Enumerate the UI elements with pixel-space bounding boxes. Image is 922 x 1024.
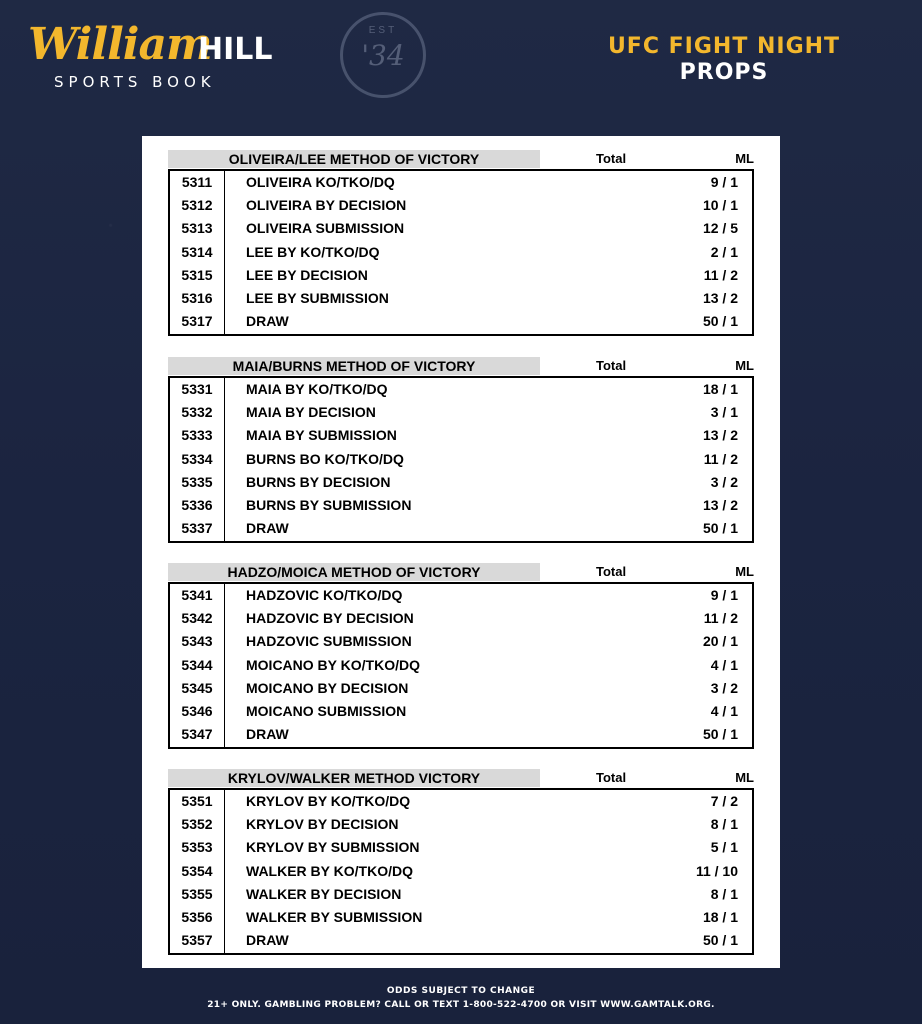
rotation-number: 5347 xyxy=(181,726,213,743)
bet-description: KRYLOV BY KO/TKO/DQ xyxy=(246,793,411,809)
table-row xyxy=(170,790,752,813)
rotation-number: 5313 xyxy=(181,220,213,237)
logo-bold-text: HILL xyxy=(198,32,273,67)
moneyline-odds: 11 / 10 xyxy=(695,862,738,879)
rotation-number: 5337 xyxy=(181,520,213,537)
section-title: HADZO/MOICA METHOD OF VICTORY xyxy=(168,563,540,581)
column-total-label: Total xyxy=(596,151,627,166)
table-row xyxy=(170,929,752,952)
table-row xyxy=(170,241,752,264)
bet-description: OLIVEIRA KO/TKO/DQ xyxy=(246,174,395,190)
bet-description: WALKER BY SUBMISSION xyxy=(246,909,423,925)
bet-description: BURNS BO KO/TKO/DQ xyxy=(246,450,404,467)
moneyline-odds: 20 / 1 xyxy=(702,633,738,650)
column-total-label: Total xyxy=(596,564,627,579)
table-row xyxy=(170,883,752,906)
table-row xyxy=(170,607,752,630)
rotation-number: 5316 xyxy=(181,290,213,306)
table-row xyxy=(170,448,752,471)
odds-table xyxy=(168,788,754,955)
bet-description: WALKER BY DECISION xyxy=(246,885,402,902)
rotation-number: 5314 xyxy=(181,243,213,260)
moneyline-odds: 4 / 1 xyxy=(710,703,738,719)
column-total-label: Total xyxy=(596,358,627,373)
bet-description: HADZOVIC BY DECISION xyxy=(246,610,414,627)
rotation-number: 5317 xyxy=(181,313,213,330)
bet-description: MOICANO SUBMISSION xyxy=(246,703,407,719)
table-row xyxy=(170,171,752,194)
column-ml-label: ML xyxy=(735,151,754,166)
rotation-number: 5353 xyxy=(181,839,213,856)
bet-description: MAIA BY KO/TKO/DQ xyxy=(246,381,388,397)
bet-description: LEE BY SUBMISSION xyxy=(246,290,389,306)
table-row xyxy=(170,677,752,700)
table-row xyxy=(170,813,752,836)
moneyline-odds: 11 / 2 xyxy=(703,610,738,627)
moneyline-odds: 9 / 1 xyxy=(710,174,738,190)
moneyline-odds: 18 / 1 xyxy=(702,381,738,397)
moneyline-odds: 7 / 2 xyxy=(710,793,738,809)
section-maia-burns xyxy=(168,357,756,543)
table-row xyxy=(170,860,752,883)
table-row xyxy=(170,194,752,217)
rotation-number: 5355 xyxy=(181,885,213,902)
table-row xyxy=(170,723,752,746)
rotation-number: 5351 xyxy=(181,793,213,809)
section-header xyxy=(168,357,756,376)
bet-description: BURNS BY SUBMISSION xyxy=(246,497,412,513)
section-title: KRYLOV/WALKER METHOD VICTORY xyxy=(168,769,540,787)
rotation-number: 5334 xyxy=(181,450,213,467)
rotation-number: 5341 xyxy=(181,587,213,603)
table-row xyxy=(170,654,752,677)
moneyline-odds: 50 / 1 xyxy=(702,726,738,743)
logo-script-text: William xyxy=(28,19,212,70)
moneyline-odds: 3 / 2 xyxy=(710,473,738,490)
rotation-number: 5336 xyxy=(181,497,213,513)
moneyline-odds: 3 / 1 xyxy=(710,404,738,421)
table-row xyxy=(170,471,752,494)
table-row xyxy=(170,378,752,401)
rotation-number: 5345 xyxy=(181,679,213,696)
table-row xyxy=(170,401,752,424)
column-ml-label: ML xyxy=(735,358,754,373)
footer-disclaimer: ODDS SUBJECT TO CHANGE xyxy=(386,986,536,996)
bet-description: LEE BY DECISION xyxy=(246,266,368,283)
bet-description: HADZOVIC SUBMISSION xyxy=(246,633,412,650)
rotation-number: 5311 xyxy=(181,174,213,190)
column-total-label: Total xyxy=(596,770,627,785)
bet-description: WALKER BY KO/TKO/DQ xyxy=(246,862,413,879)
william-hill-logo xyxy=(28,20,278,94)
odds-table xyxy=(168,582,754,749)
footer-gambling-notice: 21+ ONLY. GAMBLING PROBLEM? CALL OR TEXT 1-800-522-4700 OR VISIT WWW.GAMTALK.ORG. xyxy=(207,1000,715,1010)
bet-description: DRAW xyxy=(246,520,289,537)
bet-description: BURNS BY DECISION xyxy=(246,473,391,490)
section-oliveira-lee xyxy=(168,150,756,336)
bet-description: DRAW xyxy=(246,932,289,949)
table-row xyxy=(170,584,752,607)
seal-year-text: '34 xyxy=(361,39,405,72)
bet-description: KRYLOV BY SUBMISSION xyxy=(246,839,420,856)
table-row xyxy=(170,264,752,287)
table-row xyxy=(170,217,752,240)
section-krylov-walker xyxy=(168,769,756,955)
table-row xyxy=(170,310,752,333)
moneyline-odds: 13 / 2 xyxy=(702,290,738,306)
section-header xyxy=(168,769,756,788)
rotation-number: 5343 xyxy=(181,633,213,650)
moneyline-odds: 50 / 1 xyxy=(702,313,738,330)
rotation-number: 5335 xyxy=(181,473,213,490)
moneyline-odds: 18 / 1 xyxy=(702,909,738,925)
bet-description: HADZOVIC KO/TKO/DQ xyxy=(246,587,403,603)
est-seal xyxy=(340,12,426,98)
rotation-number: 5315 xyxy=(181,266,213,283)
moneyline-odds: 5 / 1 xyxy=(710,839,738,856)
rotation-number: 5344 xyxy=(181,656,213,673)
heading-line1: UFC FIGHT NIGHT xyxy=(607,34,841,59)
bet-description: MAIA BY DECISION xyxy=(246,404,376,421)
rotation-number: 5331 xyxy=(181,381,213,397)
rotation-number: 5352 xyxy=(181,816,213,833)
moneyline-odds: 11 / 2 xyxy=(703,450,738,467)
moneyline-odds: 11 / 2 xyxy=(703,266,738,283)
moneyline-odds: 12 / 5 xyxy=(702,220,738,237)
moneyline-odds: 50 / 1 xyxy=(702,520,738,537)
bet-description: DRAW xyxy=(246,313,289,330)
seal-est-text: EST xyxy=(368,25,398,36)
bet-description: OLIVEIRA BY DECISION xyxy=(246,197,407,214)
column-ml-label: ML xyxy=(735,770,754,785)
moneyline-odds: 10 / 1 xyxy=(702,197,738,214)
moneyline-odds: 8 / 1 xyxy=(710,816,738,833)
bet-description: MOICANO BY DECISION xyxy=(246,679,409,696)
bet-description: DRAW xyxy=(246,726,289,743)
bet-description: MOICANO BY KO/TKO/DQ xyxy=(246,656,420,673)
section-title: OLIVEIRA/LEE METHOD OF VICTORY xyxy=(168,150,540,168)
moneyline-odds: 13 / 2 xyxy=(702,427,738,444)
bet-description: KRYLOV BY DECISION xyxy=(246,816,399,833)
odds-sheet xyxy=(142,136,780,968)
bet-description: MAIA BY SUBMISSION xyxy=(246,427,397,444)
rotation-number: 5342 xyxy=(181,610,213,627)
section-header xyxy=(168,150,756,169)
table-row xyxy=(170,517,752,540)
moneyline-odds: 9 / 1 xyxy=(710,587,738,603)
rotation-number: 5312 xyxy=(181,197,213,214)
rotation-number: 5356 xyxy=(181,909,213,925)
moneyline-odds: 2 / 1 xyxy=(710,243,738,260)
table-row xyxy=(170,836,752,859)
moneyline-odds: 8 / 1 xyxy=(710,885,738,902)
table-row xyxy=(170,630,752,653)
page-heading xyxy=(574,34,874,86)
rotation-number: 5346 xyxy=(181,703,213,719)
rotation-number: 5357 xyxy=(181,932,213,949)
odds-table xyxy=(168,169,754,336)
moneyline-odds: 3 / 2 xyxy=(710,679,738,696)
table-row xyxy=(170,700,752,723)
table-row xyxy=(170,906,752,929)
section-hadzo-moica xyxy=(168,563,756,749)
rotation-number: 5354 xyxy=(181,862,213,879)
column-ml-label: ML xyxy=(735,564,754,579)
moneyline-odds: 50 / 1 xyxy=(702,932,738,949)
logo-subtitle: SPORTS BOOK xyxy=(54,73,216,91)
moneyline-odds: 13 / 2 xyxy=(702,497,738,513)
table-row xyxy=(170,287,752,310)
moneyline-odds: 4 / 1 xyxy=(710,656,738,673)
heading-line2: PROPS xyxy=(679,60,769,85)
table-row xyxy=(170,424,752,447)
odds-table xyxy=(168,376,754,543)
section-title: MAIA/BURNS METHOD OF VICTORY xyxy=(168,357,540,375)
section-header xyxy=(168,563,756,582)
bet-description: LEE BY KO/TKO/DQ xyxy=(246,243,380,260)
table-row xyxy=(170,494,752,517)
rotation-number: 5332 xyxy=(181,404,213,421)
rotation-number: 5333 xyxy=(181,427,213,444)
bet-description: OLIVEIRA SUBMISSION xyxy=(246,220,405,237)
